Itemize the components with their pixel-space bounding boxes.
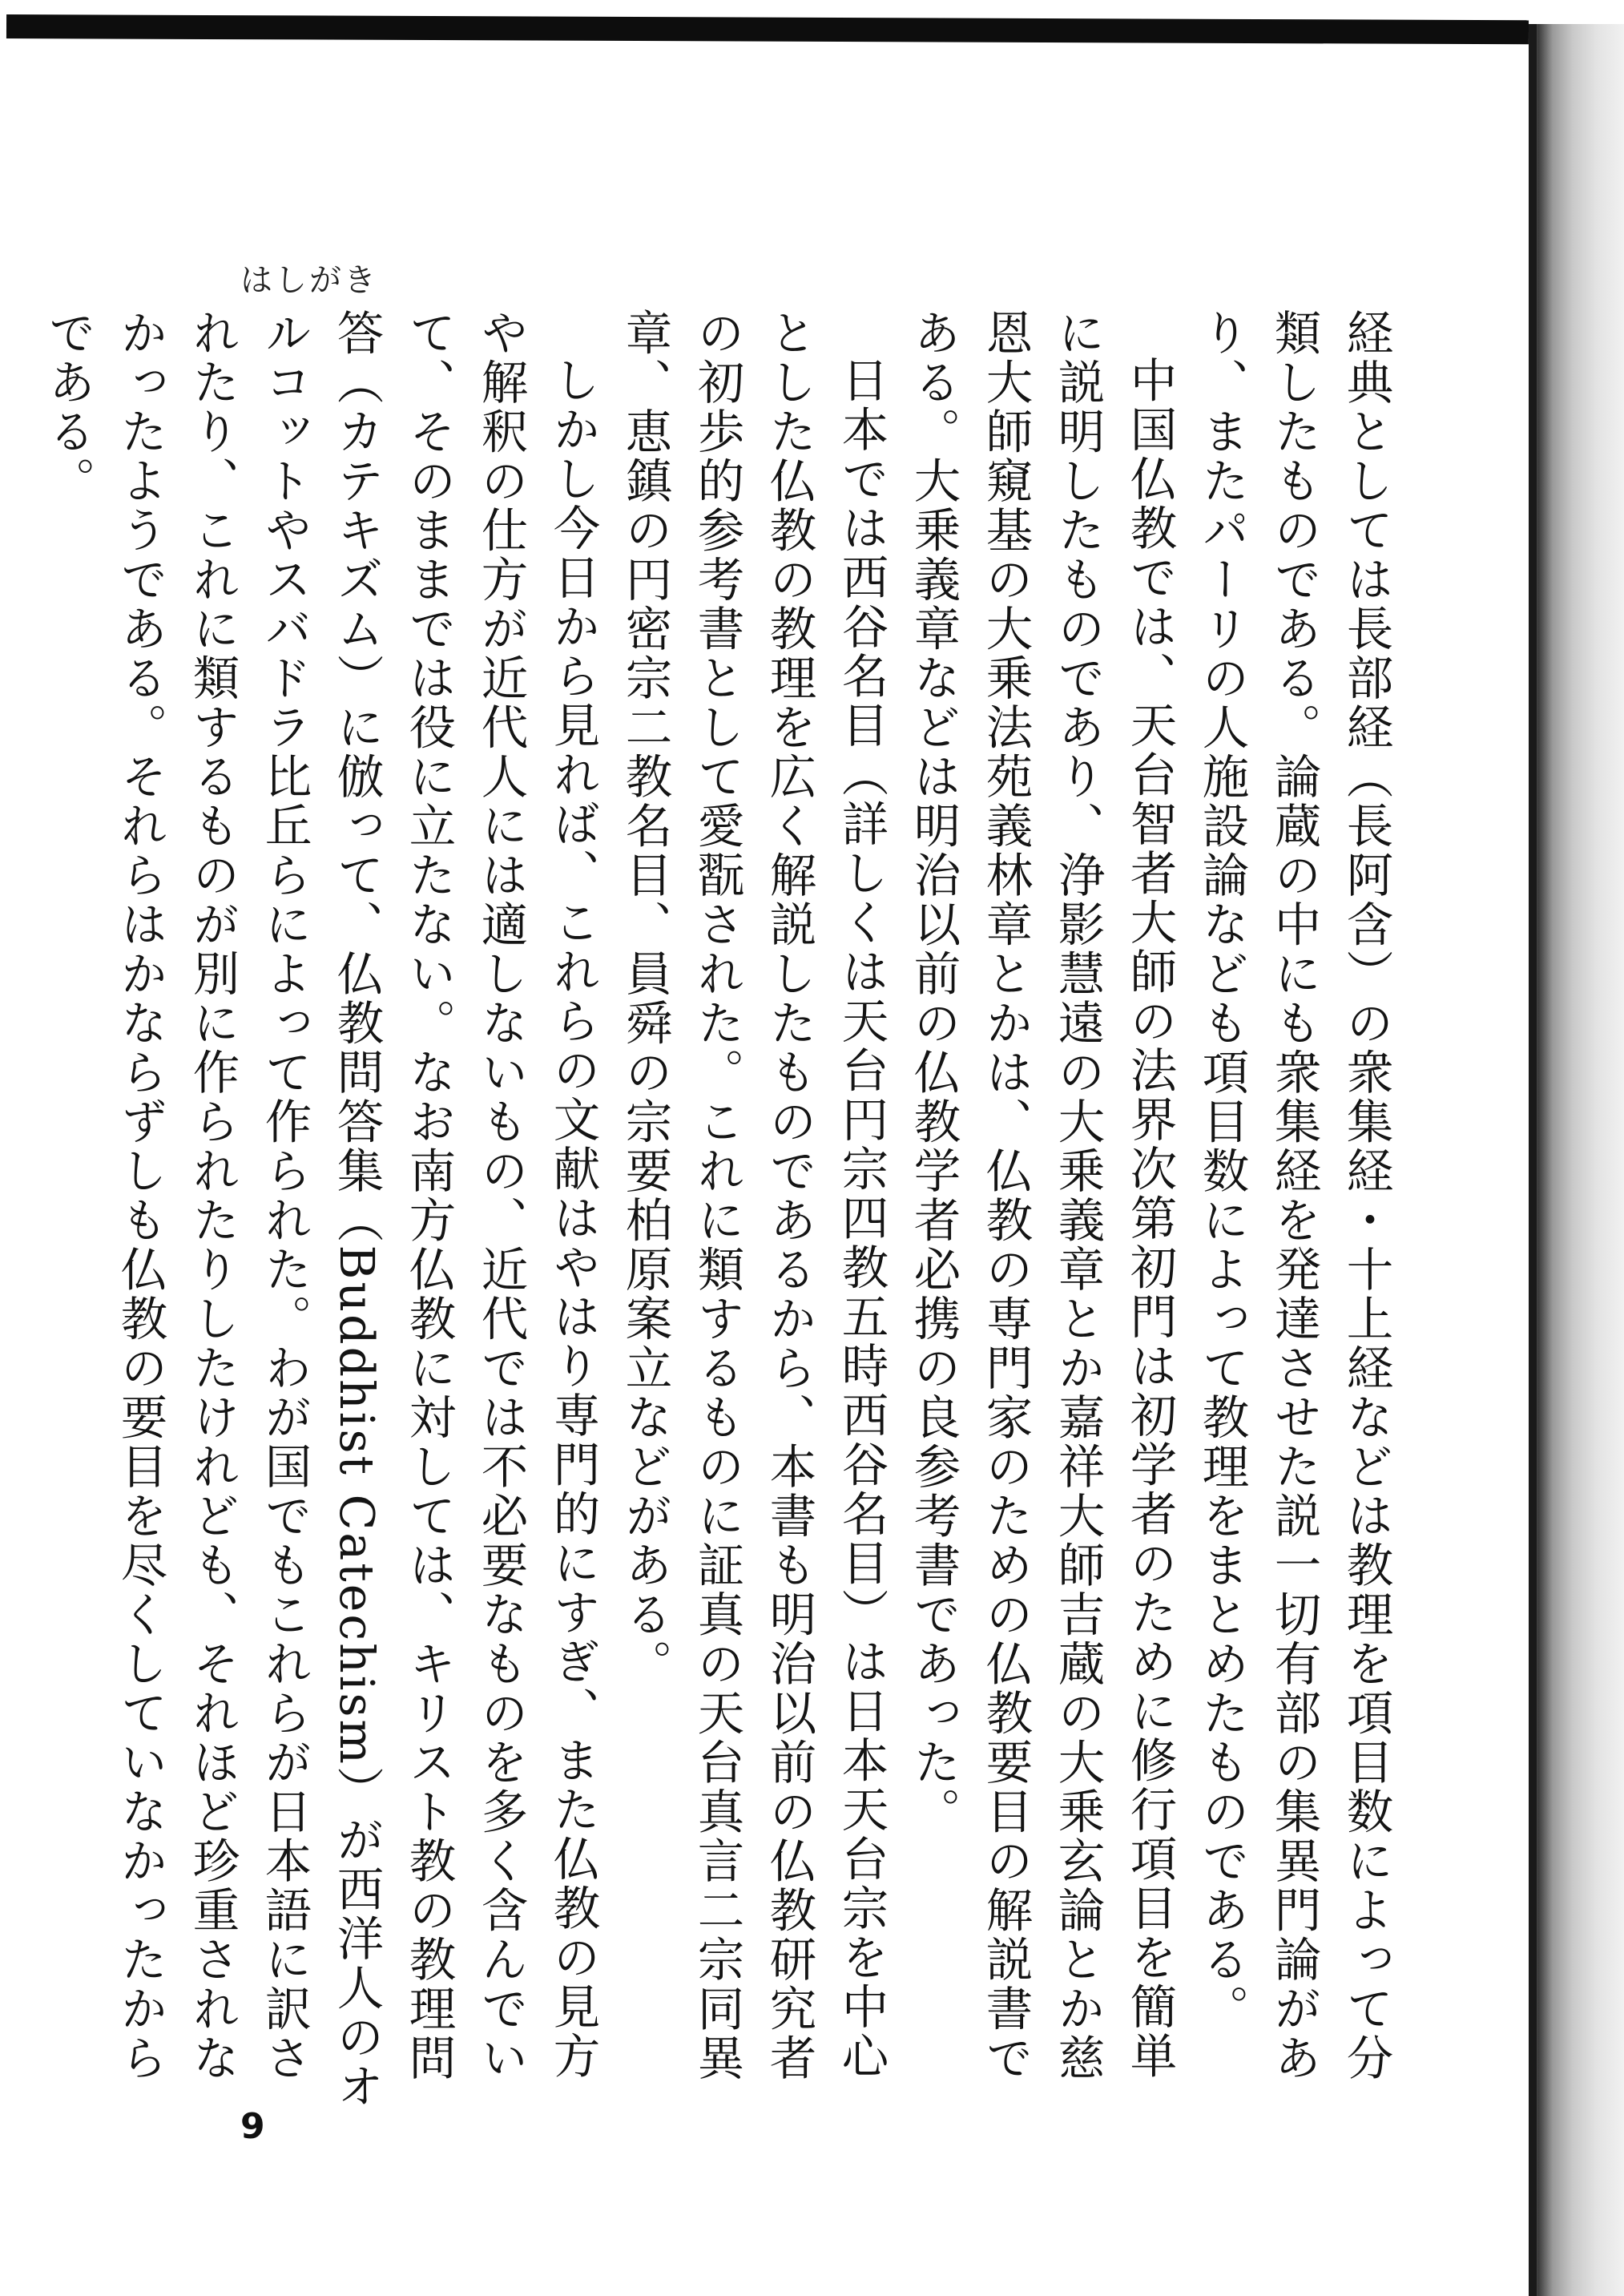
paragraph-3: 日本では西谷名目（詳しくは天台円宗四教五時西谷名目）は日本天台宗を中心とした仏教の教理を広く解説したものであるから、本書も明治以前の仏教研究者の初歩的参考書として愛翫された。これに類するものに証真の天台真言二宗同異章、恵鎮の円密宗二教名目、員舜の宗要柏原案立などがある。 [618,309,889,2083]
page-edge-line [1529,24,1537,2296]
paragraph-2: 中国仏教では、天台智者大師の法界次第初門は初学者のために修行項目を簡単に説明したものであり、浄影慧遠の大乗義章とか嘉祥大師吉蔵の大乗玄論とか慈恩大師窺基の大乗法苑義林章とかは、仏教の専門家のための仏教要目の解説書である。大乗義章などは明治以前の仏教学者必携の良参考書であった。 [906,309,1177,2083]
running-head: はしがき [240,262,378,299]
page-number: 9 [240,2106,265,2147]
body-text [41,309,1402,2120]
paragraph-4: しかし今日から見れば、これらの文献はやはり専門的にすぎ、また仏教の見方や解釈の仕方が近代人には適しないもの、近代では不必要なものを多く含んでいて、そのままでは役に立たない。なお南方仏教に対しては、キリスト教の教理問答（カテキズム）に倣って、仏教問答集（Buddhist Catechism）が西洋人のオルコットやスバドラ比丘らによって作られた。わが国でもこれらが日本語に訳されたり、これに類するものが別に作られたりしたけれども、それほど珍重されなかったようである。それらはかならずしも仏教の要目を尽くしていなかったからである。 [41,309,600,2112]
page-edge-shadow [1529,24,1624,2296]
top-border-rule [6,14,1529,44]
paragraph-1: 経典としては長部経（長阿含）の衆集経・十上経などは教理を項目数によって分類したものである。論蔵の中にも衆集経を発達させた説一切有部の集異門論があり、またパーリの人施設論なども項目数によって教理をまとめたものである。 [1195,309,1393,2083]
